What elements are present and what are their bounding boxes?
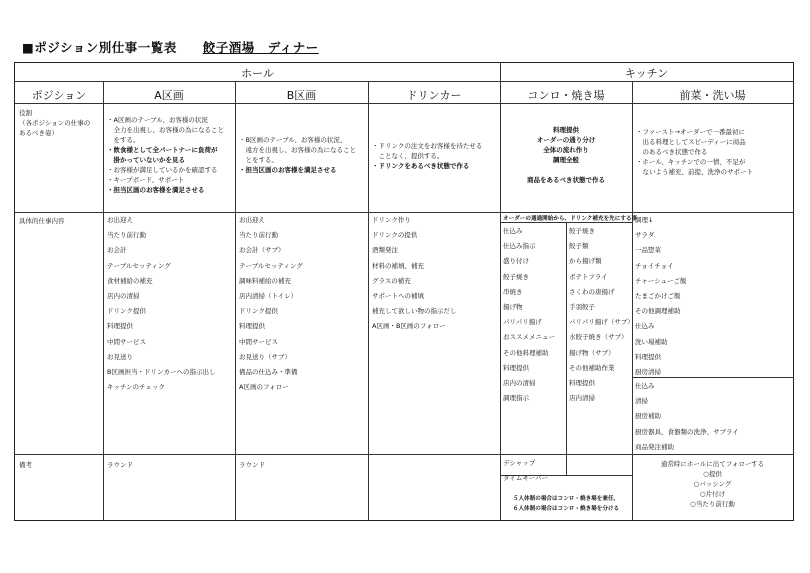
text-line: オーダーの通り分け [536,136,596,145]
text-line: ○片付け [699,490,726,499]
grid-line [15,81,793,82]
task-item: 洗い場補助 [635,337,668,346]
task-item: チョイチョイ [635,261,674,270]
task-item: その他料理補助 [503,348,549,357]
text-line: のあるべき状態で作る [636,148,708,157]
task-item: タイムキーパー [503,474,549,483]
task-item: 商品発注補助 [635,442,674,451]
task-item: おススメメニュー [503,333,555,342]
text-line: ・ドリンクの注文をお客様を待たせる [372,142,483,150]
text-line: 遠方を出視し、お客様の為になること [239,146,356,155]
tasks-b-area [239,213,303,395]
task-item: 一品惣菜 [635,246,661,255]
position-table [14,62,794,521]
task-item: 厨房器具、食器類の洗浄、サブライ [635,427,739,436]
task-item: 中間サービス [239,337,278,346]
task-item: ポテトフライ [569,272,608,281]
task-item: 材料の補填、補充 [372,261,424,270]
text-line: ないよう補充、前提、洗浄のサポート [636,168,753,177]
task-item: 店内清掃 [569,394,595,403]
task-item: 厨房清掃 [635,367,661,376]
text-line: ・A区画のテーブル、お客様の状況 [107,116,208,124]
row-label-tasks: 具体的仕事内容 [19,217,65,225]
role-konro [500,125,632,185]
task-item: 調理↓ [635,216,654,224]
text-line: 調理全般 [553,156,579,165]
row-label-notes: 備考 [19,461,32,469]
column-header-drinker: ドリンカー [406,89,462,102]
task-item: お出迎え [107,216,133,224]
task-item: お出迎え [239,216,265,224]
task-item: から揚げ類 [569,257,602,266]
column-header-zensai: 前菜・洗い場 [679,89,746,102]
task-item: パリパリ揚げ（サブ） [569,318,634,327]
text-line: ・担当区画のお客様を満足させる [107,186,205,195]
task-item: 仕込み [635,382,655,390]
text-line [500,165,632,175]
group-header-hall: ホール [241,67,274,80]
task-item: チャーシューご飯 [635,276,687,285]
task-item: 厨房補助 [635,412,661,421]
row-label-role [19,108,90,138]
task-item: お会計（サブ） [239,246,285,255]
column-header-konro: コンロ・焼き場 [527,89,605,102]
task-item: テーブルセッティング [239,261,303,270]
konro-order-note: オーダーの通過開始から、ドリンク補充を先にする事 [503,216,638,222]
text-line: とをする。 [239,156,278,165]
text-line: 全体の流れ作り [543,146,589,155]
grid-line [500,222,632,223]
tasks-konro-left [503,224,555,406]
task-item: サラダ [635,231,655,240]
task-item: 当たり前行動 [239,231,278,240]
task-item: 盛り付け [503,257,529,266]
task-item: 料理提供 [503,363,529,372]
task-item: その他補助作業 [569,363,615,372]
grid-line [103,81,104,520]
task-item: A区画のフォロー [239,383,289,392]
text-line: ・担当区画のお客様を満足させる [239,166,337,175]
text-line: ○当たり前行動 [690,500,735,509]
task-item: デシャップ [503,459,536,467]
text-line: ・ドリンクをあるべき状態で作る [372,162,470,171]
grid-line [15,103,793,104]
konro-staff-notes [500,494,632,514]
task-item: 手羽餃子 [569,302,595,311]
task-item: A区画・B区画のフォロー [372,322,446,331]
text-line: ６人体制の場合はコンロ・焼き場を分ける [512,506,620,513]
role-zensai [636,127,753,177]
task-item: テーブルセッティング [107,261,171,270]
page-title [22,38,319,56]
text-line: 商品をあるべき状態で作る [527,176,605,185]
task-item: 料理提供 [569,378,595,387]
task-item: パリパリ揚げ [503,318,542,327]
grid-line [368,81,369,520]
text-line: ・ホール、キッチンでの一情、不足が [636,158,746,167]
task-item: 調理指示 [503,394,529,403]
task-item: 餃子焼き [569,227,595,235]
text-line: ・飲食様として全パートナーに負荷が [107,146,218,155]
task-item: ドリンク提供 [107,307,146,316]
text-line: 役割 [19,109,32,117]
task-item: その他調理補助 [635,307,681,316]
task-item: お会計 [107,246,127,255]
tasks-drinker [372,213,457,335]
store-name: 餃子酒場 ディナー [202,40,319,55]
text-line: ・B区画のテーブル、お客様の状況、 [239,136,347,144]
task-item: 酒類発注 [372,246,398,255]
task-item: 中間サービス [107,337,146,346]
tasks-a-area [107,213,215,395]
group-header-kitchen: キッチン [624,67,669,80]
tasks-zensai-top [635,213,687,380]
task-item: 当たり前行動 [107,231,146,240]
column-header-a-area: A区画 [154,89,184,102]
text-line: あるべき姿） [19,129,58,138]
text-line: 掛かっていないかを見る [107,156,185,165]
task-item: たまごかけご飯 [635,291,681,300]
notes-konro [503,456,548,486]
task-item: 揚げ物（サブ） [569,348,615,357]
task-item: 清掃 [635,397,648,406]
task-item: 調味料補給の補充 [239,276,291,285]
text-line: ○提供 [703,470,722,479]
task-item: B区画担当・ドリンカーへの指示出し [107,367,216,376]
text-line: ことなく、提供する。 [372,152,444,161]
task-item: 店内清掃（トイレ） [239,291,298,300]
task-item: サポートへの補填 [372,291,424,300]
notes-b-area: ラウンド [239,461,265,469]
tasks-zensai-bottom [635,379,739,455]
task-item: 備品の仕込み・準備 [239,367,298,376]
task-item: 仕込み指示 [503,242,536,251]
task-item: ドリンクの提供 [372,231,418,240]
task-item: ドリンク提供 [239,307,278,316]
task-item: 仕込み [503,227,523,235]
grid-line [235,81,236,520]
column-header-b-area: B区画 [286,89,317,102]
role-drinker [372,141,482,171]
grid-line [566,222,567,475]
task-item: 食材補給の補充 [107,276,153,285]
task-item: グラスの補充 [372,276,411,285]
text-line: （各ポジションの仕事の [19,119,91,128]
task-item: 店内の清掃 [107,291,140,300]
task-item: さくわの唐揚げ [569,287,615,296]
task-item: 餃子焼き [503,272,529,281]
task-item: 水餃子焼き（サブ） [569,333,628,342]
title-main: ■ポジション別仕事一覧表 [22,40,177,55]
notes-zensai [632,459,793,509]
text-line: ○バッシング [693,480,732,489]
task-item: お見送り（サブ） [239,352,292,361]
task-item: キッチンのチェック [107,383,165,392]
task-item: 串焼き [503,287,523,296]
task-item: 店内の清掃 [503,378,536,387]
tasks-konro-right [569,224,634,406]
column-header-position: ポジション [31,89,87,102]
text-line: ５人体制の場合はコンロ・焼き場を兼任、 [512,496,620,502]
task-item: 料理提供 [635,352,661,361]
text-line: 全力を出視し、お客様の為になること [107,126,224,135]
task-item: ドリンク作り [372,216,411,224]
text-line: ・ファースト→オーダーで一番最初に [636,128,745,136]
task-item: 料理提供 [107,322,133,331]
text-line: 出る料理としてスピーディーに商品 [636,138,746,147]
text-line: をする。 [107,136,140,145]
task-item: 仕込み [635,322,655,331]
task-item: 餃子類 [569,242,589,251]
text-line: ・キープボード、サポート [107,176,185,185]
task-item: 料理提供 [239,322,265,331]
role-b-area [239,135,356,175]
text-line: 通常時にホールに出てフォローする [660,460,765,468]
task-item: お見送り [107,352,133,361]
task-item: 補充して欲しい物の指示だし [372,307,457,316]
task-item: 揚げ物 [503,302,523,311]
text-line: 料理提供 [553,126,579,134]
role-a-area [107,115,224,196]
text-line: ・お客様が満足しているかを確認する [107,166,218,175]
notes-a-area: ラウンド [107,461,133,469]
